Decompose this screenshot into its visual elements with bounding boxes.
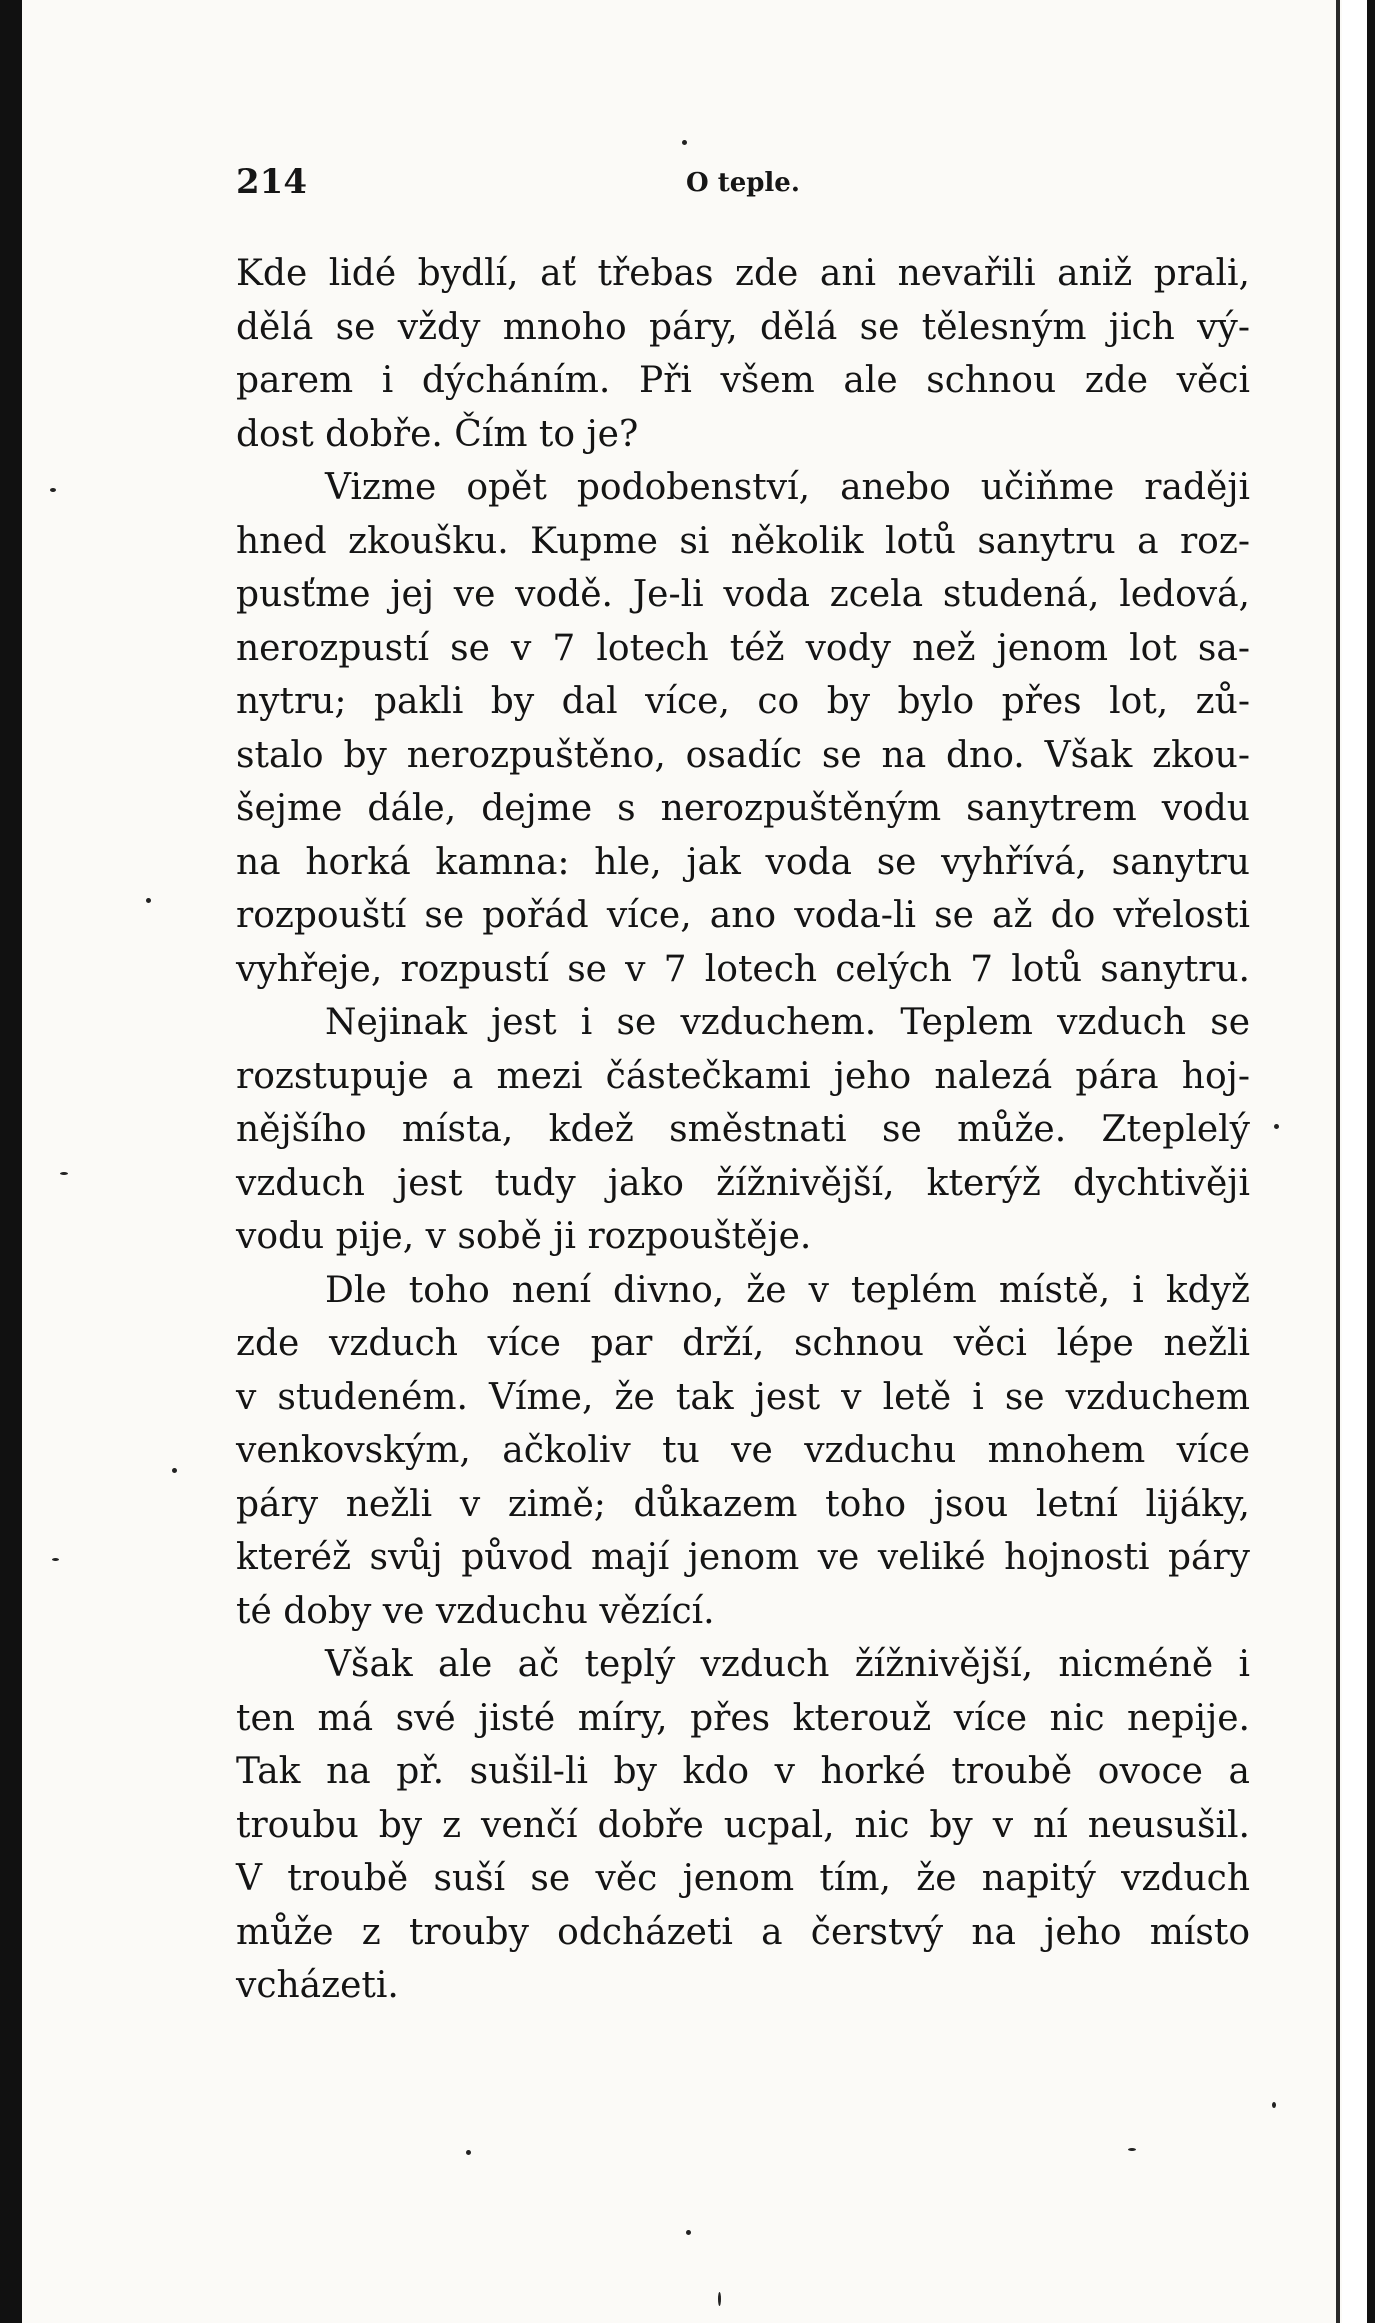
text-line: dost dobře. Čím to je? <box>236 413 639 455</box>
text-line: té doby ve vzduchu vězící. <box>236 1590 715 1632</box>
text-line: rozstupuje a mezi částečkami jeho nalezá pára hoj- <box>236 1055 1250 1097</box>
text-line: V troubě suší se věc jenom tím, že napitý vzduch <box>236 1858 1250 1899</box>
text-line: může z trouby odcházeti a čerstvý na jeho místo <box>236 1911 1250 1953</box>
text-line: rozpouští se pořád více, ano voda-li se až do vřelosti <box>236 895 1250 936</box>
paper-speck <box>682 140 687 145</box>
text-line: vodu pije, v sobě ji rozpouštěje. <box>236 1216 812 1257</box>
scan-right-border <box>1367 0 1375 2323</box>
text-line: Však ale ač teplý vzduch žížnivější, nicméně i <box>325 1644 1250 1685</box>
page-gutter-line <box>1336 0 1340 2323</box>
text-line: dělá se vždy mnoho páry, dělá se tělesným jich vý- <box>236 306 1250 348</box>
text-line: v studeném. Víme, že tak jest v letě i se vzduchem <box>236 1376 1250 1418</box>
paper-speck <box>1272 2102 1276 2108</box>
paper-speck <box>50 488 56 492</box>
text-line: venkovským, ačkoliv tu ve vzduchu mnohem více <box>236 1430 1250 1471</box>
paper-speck <box>172 1468 177 1473</box>
page-header <box>236 162 1250 208</box>
page-number: 214 <box>236 162 307 202</box>
text-line: Vizme opět podobenství, anebo učiňme raději <box>325 467 1250 508</box>
text-line: vcházeti. <box>236 1965 399 2006</box>
scan-left-border <box>0 0 22 2323</box>
text-line: vyhřeje, rozpustí se v 7 lotech celých 7 lotů sanytru. <box>236 948 1250 990</box>
text-line: Nejinak jest i se vzduchem. Teplem vzduch se <box>325 1002 1250 1043</box>
text-line: nějšího místa, kdež směstnati se může. Zteplelý <box>236 1109 1250 1150</box>
text-line: stalo by nerozpuštěno, osadíc se na dno. Však zkou- <box>236 734 1250 776</box>
paper-speck <box>1128 2148 1136 2151</box>
paper-speck <box>718 2292 721 2306</box>
paper-speck <box>686 2230 691 2235</box>
paper-speck <box>466 2150 471 2155</box>
running-title: O teple. <box>686 168 800 198</box>
text-line: Dle toho není divno, že v teplém místě, i když <box>325 1269 1250 1311</box>
text-line: vzduch jest tudy jako žížnivější, kterýž dychtivěji <box>236 1162 1250 1204</box>
paper-speck <box>1274 1124 1279 1129</box>
paper-speck <box>52 1558 59 1561</box>
text-line: šejme dále, dejme s nerozpuštěným sanytrem vodu <box>236 788 1250 829</box>
text-line: ten má své jisté míry, přes kterouž více nic nepije. <box>236 1697 1250 1739</box>
text-line: troubu by z venčí dobře ucpal, nic by v ní neusušil. <box>236 1804 1250 1846</box>
paper-speck <box>146 898 151 903</box>
text-line: páry nežli v zimě; důkazem toho jsou letní lijáky, <box>236 1483 1250 1525</box>
text-line: na horká kamna: hle, jak voda se vyhřívá, sanytru <box>236 841 1250 883</box>
text-line: parem i dýcháním. Při všem ale schnou zde věci <box>236 360 1250 401</box>
text-line: hned zkoušku. Kupme si několik lotů sanytru a roz- <box>236 520 1250 562</box>
text-line: Tak na př. sušil-li by kdo v horké troubě ovoce a <box>236 1751 1250 1792</box>
text-line: zde vzduch více par drží, schnou věci lépe nežli <box>236 1323 1250 1364</box>
text-line: pusťme jej ve vodě. Je-li voda zcela studená, ledová, <box>236 574 1250 615</box>
text-line: nytru; pakli by dal více, co by bylo přes lot, zů- <box>236 681 1250 722</box>
text-line: nerozpustí se v 7 lotech též vody než jenom lot sa- <box>236 627 1250 669</box>
body-text <box>236 247 1250 2013</box>
text-line: kteréž svůj původ mají jenom ve veliké hojnosti páry <box>236 1537 1250 1578</box>
text-line: Kde lidé bydlí, ať třebas zde ani nevařili aniž prali, <box>236 253 1250 294</box>
paper-speck <box>60 1172 68 1175</box>
